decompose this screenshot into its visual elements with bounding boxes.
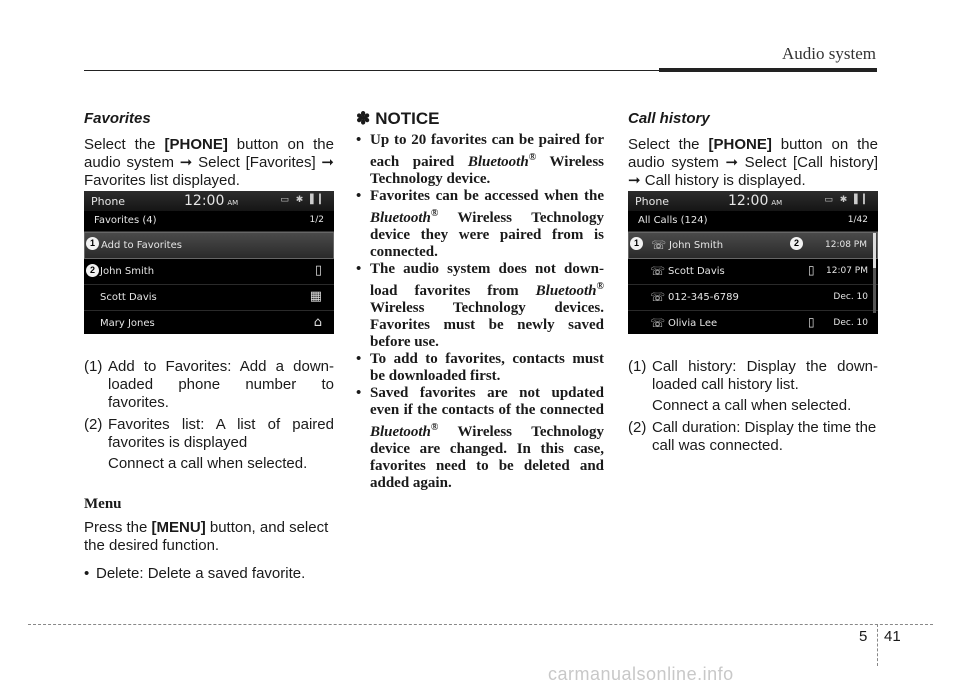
list-item[interactable]	[84, 285, 334, 311]
notice-column	[356, 110, 604, 492]
favorites-callout-list	[84, 358, 334, 473]
list-item[interactable]	[84, 259, 334, 285]
notice-text: Up to 20 favorites can be paired for each paired	[370, 132, 604, 170]
notice-text: Wireless Technology devices. Favorites must be newly saved before use.	[370, 300, 604, 350]
menu-text-2: button, and select the desired function.	[84, 519, 329, 554]
page-indicator: 1/42	[847, 215, 868, 225]
clock-time: 12:00	[184, 193, 225, 209]
call-time: 12:07 PM	[826, 266, 868, 276]
list-header	[84, 211, 334, 232]
notice-heading	[356, 110, 604, 128]
registered-mark: ®	[430, 208, 439, 219]
favorites-intro-text: Select the	[84, 136, 165, 153]
list-item: • Saved favorites are not updated even if the contacts of the connected Bluetooth® Wireless Technology device are changed. In this case, favorites need to be deleted and added again.	[356, 385, 604, 491]
call-history-intro	[628, 136, 878, 190]
call-history-intro-text: Select the	[628, 136, 709, 153]
status-icons: ▭ ✱ ▌▎	[824, 195, 872, 205]
call-history-intro-text-2: button on the audio system ➞ Select [Call history] ➞ Call history is displayed.	[628, 136, 878, 189]
watermark: carmanualsonline.info	[548, 664, 734, 684]
registered-mark: ®	[596, 281, 604, 292]
row-label: John Smith	[100, 266, 155, 277]
call-history-screenshot	[628, 191, 878, 334]
phone-button-ref: [PHONE]	[164, 136, 228, 153]
menu-bullet: • Delete: Delete a saved favorite.	[84, 565, 306, 582]
missed-call-icon: ☏	[650, 316, 666, 330]
menu-bullet-text: Delete: Delete a saved favorite.	[96, 565, 306, 582]
status-bar	[628, 191, 878, 211]
list-item[interactable]	[84, 311, 334, 334]
notice-text: Wireless Technology device are changed. In this case, favorites need to be deleted and added again.	[370, 424, 604, 491]
mobile-phone-icon: ▯	[808, 315, 815, 329]
item-extra: Connect a call when selected.	[108, 455, 308, 472]
app-title: Phone	[91, 195, 126, 208]
header-rule-accent	[659, 68, 877, 72]
phone-button-ref: [PHONE]	[708, 136, 772, 153]
home-icon: ⌂	[313, 315, 322, 330]
favorites-column	[84, 110, 334, 583]
registered-mark: ®	[528, 152, 537, 163]
menu-heading: Menu	[84, 496, 122, 512]
row-label: Scott Davis	[668, 266, 725, 277]
scrollbar-thumb[interactable]	[873, 233, 876, 268]
running-header: Audio system	[782, 44, 876, 63]
notice-star-icon: ✽	[356, 109, 371, 128]
notice-list	[356, 132, 604, 492]
list-item[interactable]	[628, 259, 878, 285]
row-label: Scott Davis	[100, 292, 157, 303]
clock-ampm: AM	[227, 199, 239, 207]
bluetooth-term: Bluetooth	[467, 154, 529, 170]
row-label: Olivia Lee	[668, 318, 718, 329]
outgoing-call-icon: ☏	[650, 264, 666, 278]
list-header	[628, 211, 878, 232]
missed-call-icon: ☏	[650, 290, 666, 304]
callout-marker-1: 1	[86, 237, 99, 250]
call-time: Dec. 10	[833, 318, 868, 328]
menu-text	[84, 519, 334, 555]
list-item: • Favorites can be accessed when the Bluetooth® Wireless Technology device they were paired from is connected.	[356, 188, 604, 260]
call-history-heading: Call history	[628, 110, 710, 127]
status-bar	[84, 191, 334, 211]
callout-marker-2: 2	[790, 237, 803, 250]
list-item: • To add to favorites, contacts must be downloaded first.	[356, 351, 604, 384]
notice-text: Wireless Technology device they were paired from is connected.	[370, 210, 604, 260]
list-item[interactable]	[84, 232, 334, 259]
notice-text: The audio system does not down-load favorites from	[370, 261, 604, 299]
clock-ampm: AM	[771, 199, 783, 207]
notice-text: To add to favorites, contacts must be downloaded first.	[370, 351, 604, 384]
row-label: Mary Jones	[100, 318, 155, 329]
item-number: (1)	[628, 358, 647, 375]
list-title: Favorites (4)	[94, 215, 157, 226]
app-title: Phone	[635, 195, 670, 208]
notice-text: Saved favorites are not updated even if the contacts of the connected	[370, 385, 604, 418]
favorites-intro-text-2: button on the audio system ➞ Select [Favorites] ➞ Favorites list displayed.	[84, 136, 334, 189]
list-title: All Calls (124)	[638, 215, 708, 226]
call-time: Dec. 10	[833, 292, 868, 302]
list-item[interactable]	[628, 311, 878, 334]
item-extra: Connect a call when selected.	[652, 397, 852, 414]
mobile-phone-icon: ▯	[808, 263, 815, 277]
item-number: (2)	[628, 419, 647, 436]
row-label: John Smith	[669, 240, 724, 251]
notice-text: Favorites can be accessed when the	[370, 188, 604, 204]
item-text: Favorites list: A list of paired favorites is displayed	[108, 416, 334, 451]
mobile-phone-icon: ▯	[314, 263, 322, 278]
page-indicator: 1/2	[309, 215, 324, 225]
list-item	[84, 358, 334, 412]
status-icons: ▭ ✱ ▌▎	[280, 195, 328, 205]
item-text: Add to Favorites: Add a down-loaded phone number to favorites.	[108, 358, 334, 411]
office-phone-icon: ▦	[309, 289, 322, 304]
item-text: Call history: Display the down-loaded call history list.	[652, 358, 878, 393]
clock	[728, 193, 782, 209]
footer-divider	[877, 624, 878, 666]
row-label: Add to Favorites	[101, 240, 182, 251]
page-number: 41	[884, 628, 901, 645]
call-time: 12:08 PM	[825, 240, 867, 250]
list-item: • The audio system does not down-load favorites from Bluetooth® Wireless Technology devices. Favorites must be newly saved before use.	[356, 261, 604, 350]
call-history-callout-list	[628, 358, 878, 455]
clock	[184, 193, 238, 209]
favorites-screenshot	[84, 191, 334, 334]
favorites-intro	[84, 136, 334, 190]
row-label: 012-345-6789	[668, 292, 739, 303]
menu-button-ref: [MENU]	[151, 519, 206, 536]
list-item[interactable]	[628, 232, 878, 259]
list-item	[84, 416, 334, 473]
scrollbar[interactable]	[873, 233, 876, 313]
list-item	[628, 358, 878, 415]
list-item[interactable]	[628, 285, 878, 311]
footer-rule	[28, 624, 933, 625]
incoming-call-icon: ☏	[651, 238, 667, 252]
notice-text: Wireless Technology device.	[370, 154, 604, 187]
item-number: (2)	[84, 416, 103, 433]
menu-text-1: Press the	[84, 519, 152, 536]
bluetooth-term: Bluetooth	[535, 283, 597, 299]
bluetooth-term: Bluetooth	[370, 210, 431, 226]
item-text: Call duration: Display the time the call was connected.	[652, 419, 877, 454]
chapter-number: 5	[859, 628, 868, 645]
registered-mark: ®	[430, 422, 439, 433]
list-item: • Up to 20 favorites can be paired for each paired Bluetooth® Wireless Technology device.	[356, 132, 604, 187]
callout-marker-1: 1	[630, 237, 643, 250]
bluetooth-term: Bluetooth	[370, 424, 431, 440]
favorites-heading: Favorites	[84, 110, 151, 127]
callout-marker-2: 2	[86, 264, 99, 277]
item-number: (1)	[84, 358, 103, 375]
notice-title: NOTICE	[375, 109, 440, 128]
list-item	[628, 419, 878, 455]
clock-time: 12:00	[728, 193, 769, 209]
